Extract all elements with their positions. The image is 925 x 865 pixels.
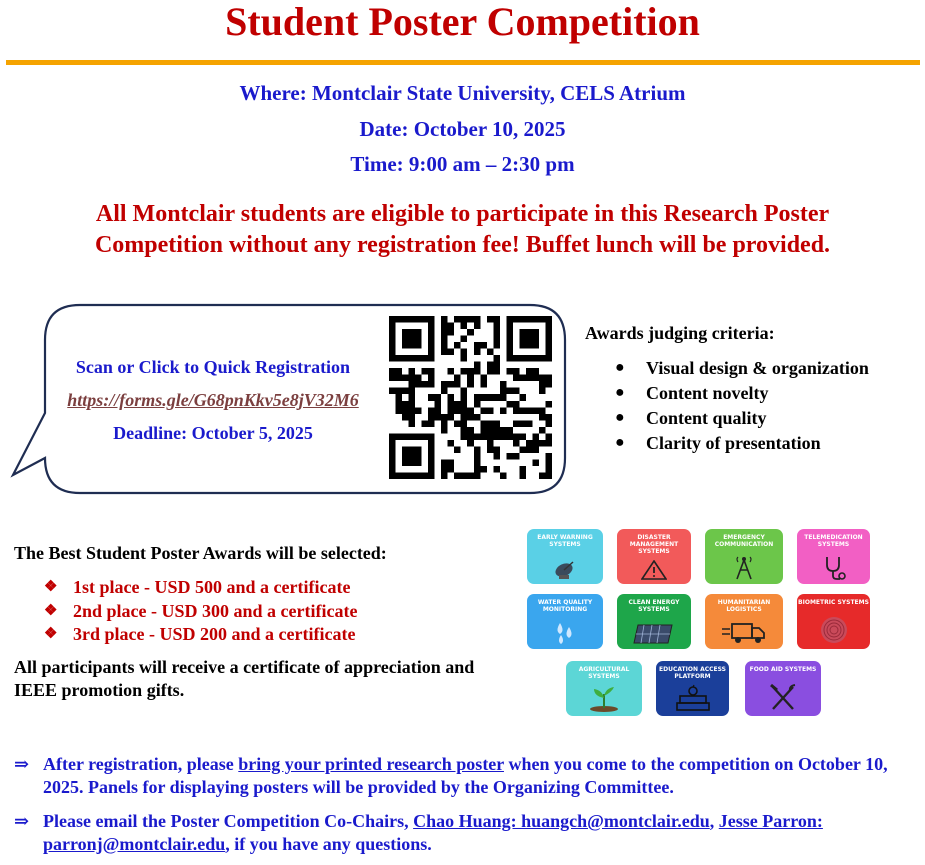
plant-sprout-icon (586, 686, 622, 712)
awards-list (44, 576, 357, 647)
registration-deadline: Deadline: October 5, 2025 (113, 423, 313, 443)
email-link-chao-huang[interactable]: Chao Huang: huangch@montclair.edu (413, 811, 710, 831)
appreciation-notice: All participants will receive a certificate of appreciation and IEEE promotion gifts. (14, 657, 475, 700)
topic-tile: DISASTER MANAGEMENT SYSTEMS (617, 529, 691, 584)
bullet-icon: ● (615, 359, 625, 376)
email-link-jesse-parron[interactable]: Jesse Parron: parronj@montclair.edu (43, 811, 823, 854)
water-drops-icon (552, 621, 578, 645)
delivery-truck-icon (722, 621, 766, 645)
topic-tile: EDUCATION ACCESS PLATFORM (656, 661, 729, 716)
diamond-bullet-icon: ❖ (44, 626, 58, 642)
satellite-dish-icon (551, 558, 579, 580)
title-divider (6, 60, 920, 65)
bullet-icon: ● (615, 409, 625, 426)
topic-tile: CLEAN ENERGY SYSTEMS (617, 594, 691, 649)
topic-tile: TELEMEDICATION SYSTEMS (797, 529, 870, 584)
double-arrow-icon: ⇒ (14, 754, 30, 774)
stethoscope-icon (821, 554, 847, 580)
topic-tile: HUMANITARIAN LOGISTICS (705, 594, 783, 649)
diamond-bullet-icon: ❖ (44, 602, 58, 619)
bullet-icon: ● (615, 434, 625, 451)
page-title: Student Poster Competition (225, 0, 700, 44)
award-item: ❖ 2nd place - USD 300 and a certificate (44, 600, 357, 624)
event-date: Date: October 10, 2025 (359, 117, 566, 141)
solar-panel-icon (632, 623, 676, 645)
registration-link[interactable]: https://forms.gle/G68pnKkv5e8jV32M6 (67, 390, 359, 410)
criteria-item: ● Clarity of presentation (615, 431, 869, 456)
criteria-title: Awards judging criteria: (585, 323, 775, 343)
fork-knife-icon (768, 682, 798, 712)
registration-qr-code[interactable] (389, 316, 552, 479)
topic-tile: EMERGENCY COMMUNICATION (705, 529, 783, 584)
award-item: ❖ 3rd place - USD 200 and a certificate (44, 623, 357, 647)
event-location: Where: Montclair State University, CELS Atrium (239, 81, 686, 105)
criteria-list (615, 356, 869, 456)
criteria-item: ● Content quality (615, 406, 869, 431)
warning-hazard-icon (641, 560, 667, 580)
criteria-item: ● Content novelty (615, 381, 869, 406)
event-time: Time: 9:00 am – 2:30 pm (350, 152, 575, 176)
topic-tile: WATER QUALITY MONITORING (527, 594, 603, 649)
note-registration: ⇒ After registration, please bring your printed research poster when you come to the competition on October 10, 2025. Panels for displaying posters will be provided by the Organizing Committee. (14, 754, 888, 797)
awards-title: The Best Student Poster Awards will be selected: (14, 543, 387, 563)
diamond-bullet-icon: ❖ (44, 579, 58, 595)
registration-scan-label: Scan or Click to Quick Registration (75, 357, 351, 377)
radio-tower-icon (732, 554, 756, 580)
eligibility-notice: All Montclair students are eligible to participate in this Research Poster Competition without any registration fee! Buffet lunch will be provided. (94, 201, 831, 258)
note-poster-link[interactable]: bring your printed research poster (238, 754, 504, 774)
double-arrow-icon: ⇒ (14, 811, 30, 831)
award-item: ❖ 1st place - USD 500 and a certificate (44, 576, 357, 600)
fingerprint-icon (819, 615, 849, 645)
topic-tile: EARLY WARNING SYSTEMS (527, 529, 603, 584)
note-contact: ⇒ Please email the Poster Competition Co-Chairs, Chao Huang: huangch@montclair.edu, Jesse Parron: parronj@montclair.edu, if you have any questions. (14, 811, 823, 854)
topic-tile: AGRICULTURAL SYSTEMS (566, 661, 642, 716)
bullet-icon: ● (615, 384, 625, 401)
criteria-item: ● Visual design & organization (615, 356, 869, 381)
books-apple-icon (673, 684, 713, 712)
topic-tile: FOOD AID SYSTEMS (745, 661, 821, 716)
topic-tile: BIOMETRIC SYSTEMS (797, 594, 870, 649)
